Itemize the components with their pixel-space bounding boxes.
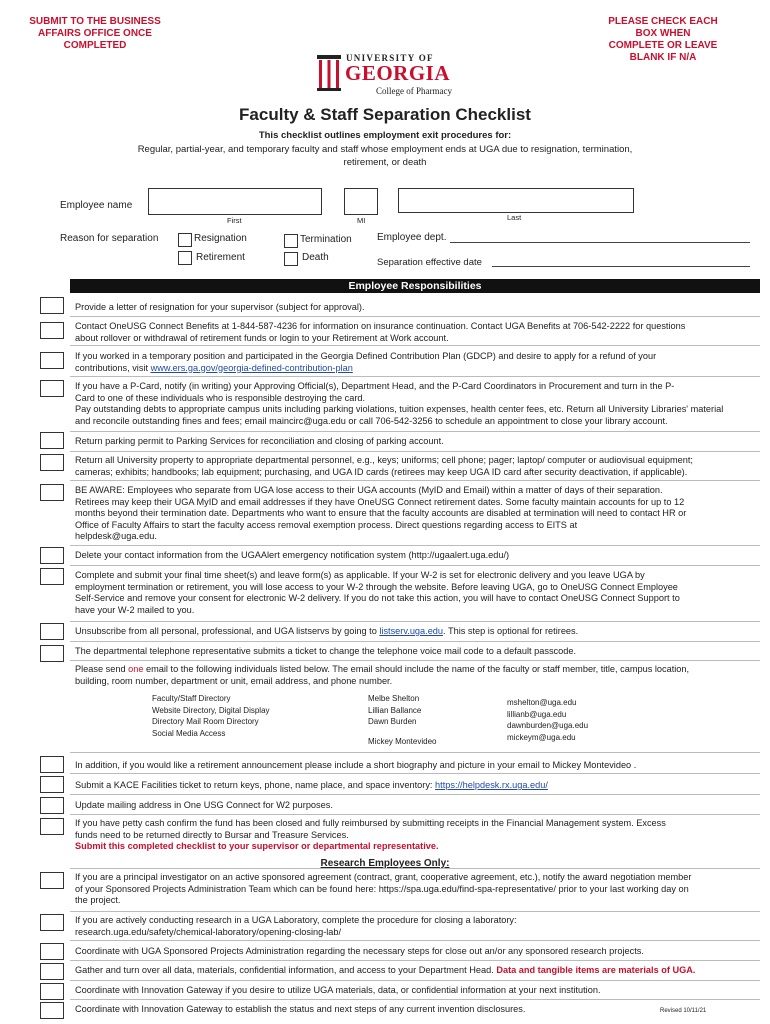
checkbox-20[interactable] [40,983,64,1000]
mi-label: MI [357,216,366,225]
page-title: Faculty & Staff Separation Checklist [239,105,531,124]
item-pcard: If you have a P-Card, notify (in writing) your Approving Official(s), Department Head, and the P-Card Coordinators in Procurement and turn in the P- Card to one of these individuals who is responsible destroying the card. Pay outstanding debts to appropriate campus units including parking violations, tuition expenses, health center fees, etc. Return all University Libraries' material and reconcile outstanding fines and fees; email maincirc@uga.edu or call 706-542-3256 to schedule an appointment to close your library account. [75,381,724,426]
check-note: PLEASE CHECK EACH BOX WHEN COMPLETE OR LEAVE BLANK IF N/A [608,16,718,63]
item-kace-ticket: Submit a KACE Facilities ticket to return keys, phone, name place, and space inventory: https://helpdesk.rx.uga.edu/ [75,780,548,790]
row-divider [70,794,760,795]
logo-line1: UNIVERSITY OF [346,53,434,63]
checkbox-1[interactable] [40,297,64,314]
item-mailing-address: Update mailing address in One USG Connect for W2 purposes. [75,800,333,810]
resignation-checkbox[interactable] [178,233,192,247]
item-gdcp: If you worked in a temporary position and participated in the Georgia Defined Contribution Plan (GDCP) and desire to apply for a refund of your contributions, visit www.ers.ga.gov/georgia-defined-contribution-plan [75,351,657,373]
reason-label: Reason for separation [60,233,159,244]
item-benefits: Contact OneUSG Connect Benefits at 1-844-587-4236 for information on insurance continuation. Contact UGA Benefits at 706-542-2222 for questions about rollover or withdrawal of retirement funds or login to your Retirement at Work account. [75,321,686,343]
checkbox-18[interactable] [40,943,64,960]
checkbox-4[interactable] [40,380,64,397]
last-name-field[interactable] [398,188,634,213]
contact-roles: Faculty/Staff Directory Website Directory, Digital Display Directory Mail Room Directory Social Media Access [152,694,270,738]
row-divider [70,960,760,961]
item-ugaalert: Delete your contact information from the UGAAlert emergency notification system (http://ugaalert.uga.edu/) [75,550,510,560]
checkbox-10[interactable] [40,623,64,640]
death-label: Death [302,252,329,263]
item-spa-closeout: Coordinate with UGA Sponsored Projects Administration regarding the necessary steps for close out an/or any sponsored research projects. [75,946,644,956]
item-listserv: Unsubscribe from all personal, professional, and UGA listservs by going to listserv.uga.edu. This step is optional for retirees. [75,626,579,636]
item-parking: Return parking permit to Parking Services for reconciliation and closing of parking account. [75,436,444,446]
contact-names: Melbe Shelton Lillian Ballance Dawn Burden Mickey Montevideo [368,694,437,746]
item-voicemail: The departmental telephone representative submits a ticket to change the telephone voice mail code to a default passcode. [75,646,577,656]
checkbox-12[interactable] [40,756,64,773]
row-divider [70,940,760,941]
dept-label: Employee dept. [377,232,447,243]
checkbox-7[interactable] [40,484,64,501]
row-divider [70,980,760,981]
retirement-label: Retirement [196,252,245,263]
checkbox-11[interactable] [40,645,64,662]
submit-instruction: Submit this completed checklist to your supervisor or departmental representative. [75,841,439,851]
checkbox-9[interactable] [40,568,64,585]
row-divider [70,660,760,661]
row-divider [70,773,760,774]
row-divider [70,565,760,566]
row-divider [70,345,760,346]
row-divider [70,316,760,317]
row-divider [70,376,760,377]
row-divider [70,641,760,642]
intro-line-2: retirement, or death [343,157,427,168]
item-accounts: BE AWARE: Employees who separate from UGA lose access to their UGA accounts (MyID and Email) within a matter of days of their separation. Retirees may keep their UGA MyID and email addresses if they have OneUSG Connect retirement dates. Some faculty maintain accounts for up to 12 months beyond their termination date. Departments who want to ensure that the faculty accounts are disabled at termination will need to contact HR or Office of Faculty Affairs to start the faculty access removal exemption process. Direct questions regarding access to EITS at helpdesk@uga.edu. [75,485,687,541]
item-lab-closing: If you are actively conducting research in a UGA Laboratory, complete the procedure for closing a laboratory: research.uga.edu/safety/chemical-laboratory/opening-closing-lab/ [75,915,517,937]
arch-icon [316,53,342,93]
item-innovation-materials: Coordinate with Innovation Gateway if you desire to utilize UGA materials, data, or confidential information at your next institution. [75,985,601,995]
row-divider [70,545,760,546]
death-checkbox[interactable] [284,252,298,266]
checkbox-2[interactable] [40,322,64,339]
employee-name-label: Employee name [60,200,133,211]
checkbox-19[interactable] [40,963,64,980]
retirement-checkbox[interactable] [178,251,192,265]
checkbox-6[interactable] [40,454,64,471]
checkbox-13[interactable] [40,776,64,793]
contact-emails: mshelton@uga.edu lillianb@uga.edu dawnburden@uga.edu mickeym@uga.edu [507,698,589,742]
row-divider [70,911,760,912]
gdcp-link[interactable]: www.ers.ga.gov/georgia-defined-contribution-plan [150,362,353,373]
checkbox-15[interactable] [40,818,64,835]
checkbox-5[interactable] [40,432,64,449]
intro-line-1: Regular, partial-year, and temporary faculty and staff whose employment ends at UGA due to resignation, termination, [137,144,633,155]
item-pi-sponsored: If you are a principal investigator on an active sponsored agreement (contract, grant, cooperative agreement, etc.), notify the award negotiation member of your Sponsored Projects Administration Team which can be found here: https://spa.uga.edu/find-spa-representative/ prior to your last working day on the project. [75,872,692,905]
checkbox-21[interactable] [40,1002,64,1019]
helpdesk-link[interactable]: https://helpdesk.rx.uga.edu/ [435,780,548,790]
revised-date: Revised 10/11/21 [660,1008,707,1014]
item-resignation-letter: Provide a letter of resignation for your supervisor (subject for approval). [75,302,365,312]
row-divider [70,431,760,432]
item-retirement-announcement: In addition, if you would like a retirement announcement please include a short biography and picture in your email to Mickey Montevideo . [75,760,637,770]
mi-field[interactable] [344,188,378,215]
item-data-turnover: Gather and turn over all data, materials, confidential information, and access to your Department Head. Data and tangible items are materials of UGA. [75,965,696,975]
section-header: Employee Responsibilities [70,279,760,293]
effective-date-label: Separation effective date [377,257,482,268]
item-petty-cash: If you have petty cash confirm the fund has been closed and fully reimbursed by submitting receipts in the Financial Management system. Excess funds need to be returned directly to Bursar and Treasure Services. Submit this completed checklist to your supervisor or departmental representative. [75,818,760,853]
row-divider [70,999,760,1000]
intro-heading: This checklist outlines employment exit procedures for: [258,130,512,141]
checkbox-16[interactable] [40,872,64,889]
row-divider [70,621,760,622]
logo-line3: College of Pharmacy [376,86,452,96]
research-title: Research Employees Only: [320,858,450,869]
first-name-field[interactable] [148,188,322,215]
item-invention-disclosures: Coordinate with Innovation Gateway to establish the status and next steps of any current invention disclosures. [75,1004,526,1014]
checkbox-17[interactable] [40,914,64,931]
submit-note: SUBMIT TO THE BUSINESS AFFAIRS OFFICE ONCE COMPLETED [29,16,161,51]
listserv-link[interactable]: listserv.uga.edu [379,626,444,636]
dept-field[interactable] [450,242,750,243]
row-divider [70,480,760,481]
checkbox-8[interactable] [40,547,64,564]
uga-logo [316,51,456,99]
resignation-label: Resignation [194,233,247,244]
row-divider [70,814,760,815]
first-label: First [227,216,242,225]
termination-checkbox[interactable] [284,234,298,248]
row-divider [70,752,760,753]
effective-date-field[interactable] [492,266,750,267]
item-email-contacts: Please send one email to the following individuals listed below. The email should include the name of the faculty or staff member, title, campus location, building, room number, department or unit, email address, and phone number. [75,664,690,686]
checkbox-3[interactable] [40,352,64,369]
item-property: Return all University property to appropriate departmental personnel, e.g., keys; uniforms; cell phone; pager; laptop/ computer or audiovisual equipment; cameras; exhibits; handbooks; lab equipment; purchasing, and UGA ID cards (retirees may keep UGA ID card after security deactivation, if applicable). [75,455,693,477]
item-timesheet: Complete and submit your final time sheet(s) and leave form(s) as applicable. If your W-2 is set for electronic delivery and you leave UGA by employment termination or retirement, you will lose access to your W-2 through the website. Before leaving UGA, go to OneUSG Connect Employee Self-Service and remove your consent for electronic W-2 delivery. If you do not take this action, you will have to contact OneUSG Connect Support to have your W-2 mailed to you. [75,570,680,615]
logo-line2: GEORGIA [345,61,451,85]
checkbox-14[interactable] [40,797,64,814]
termination-label: Termination [300,234,352,245]
row-divider [70,451,760,452]
last-label: Last [507,213,522,222]
